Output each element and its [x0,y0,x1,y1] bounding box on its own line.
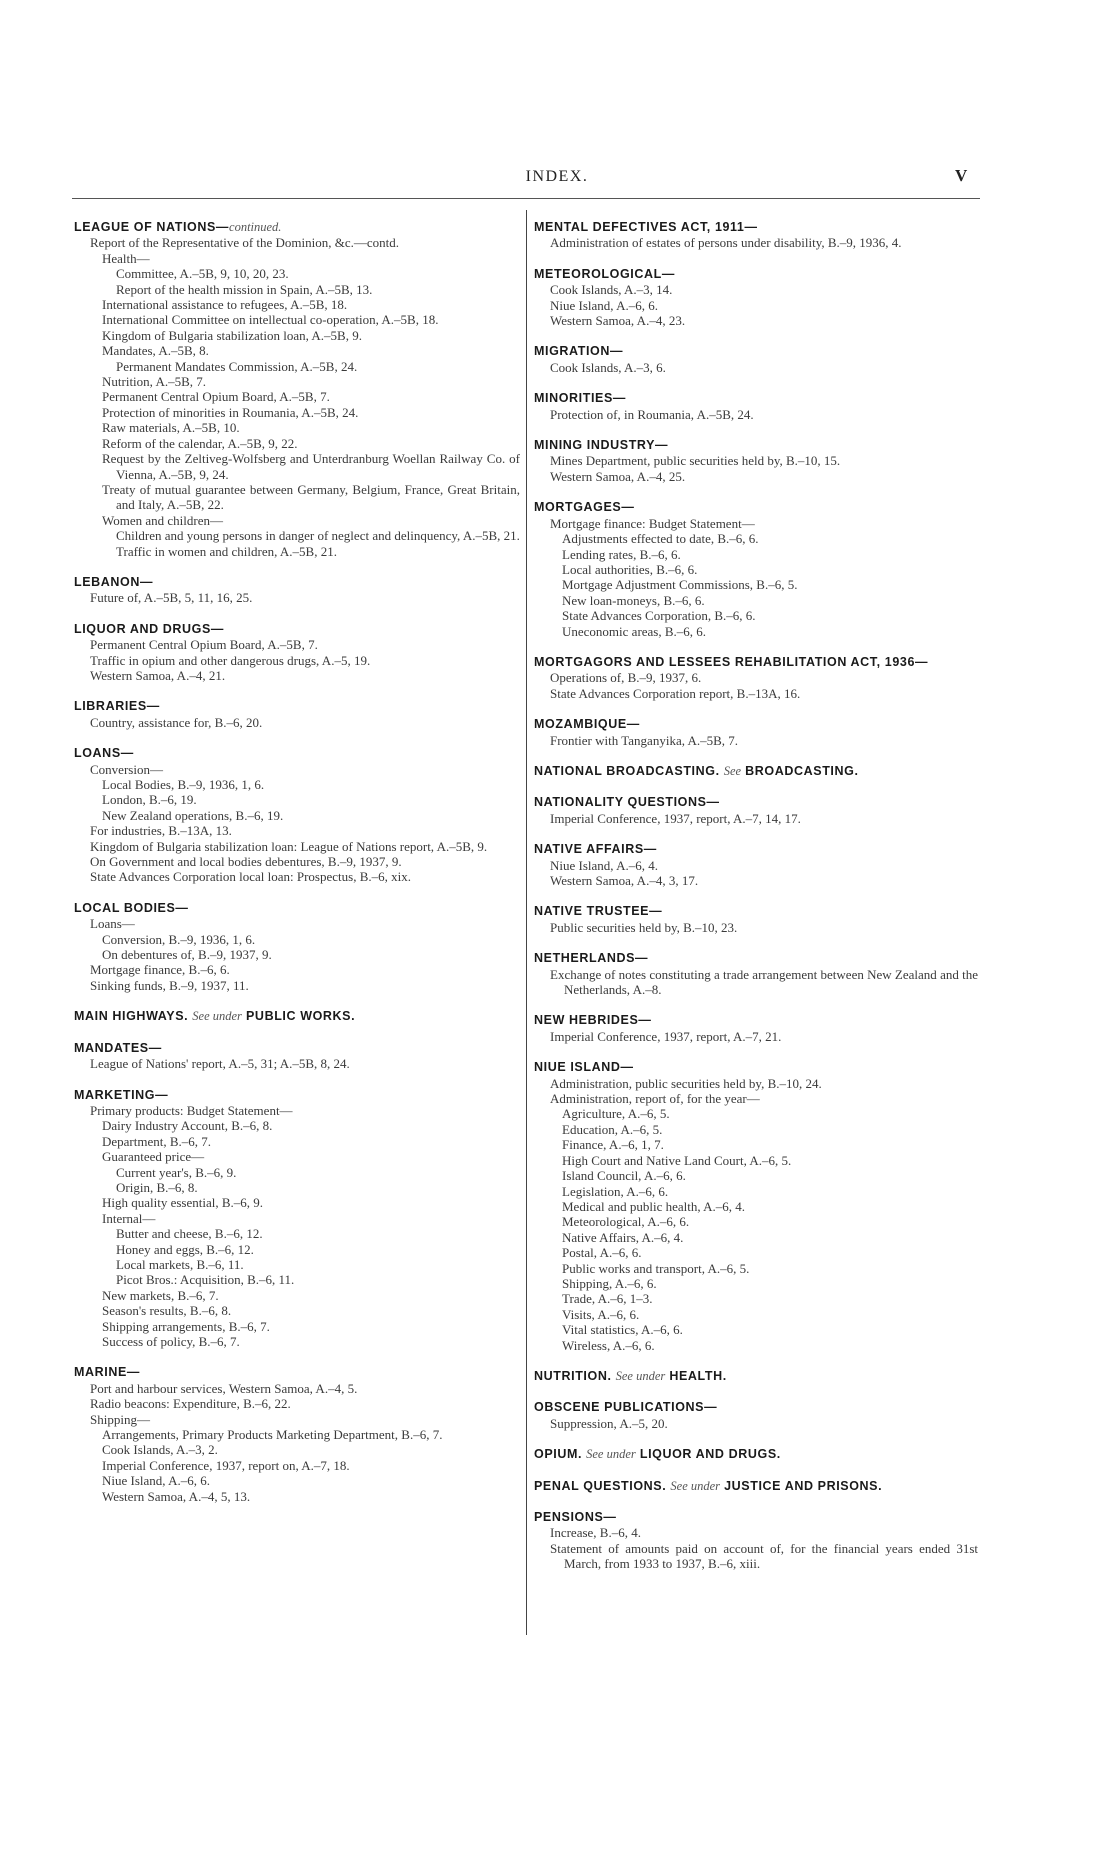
page-header [0,0,1114,200]
index-subentry: Visits, A.–6, 6. [562,1306,640,1322]
index-heading-text: MINING INDUSTRY— [534,438,669,453]
index-subentry: Trade, A.–6, 1–3. [562,1291,653,1307]
index-heading-text: MANDATES— [74,1040,162,1055]
index-heading-text: METEOROLOGICAL— [534,266,675,281]
index-heading-text: MORTGAGES— [534,500,635,515]
index-heading [74,622,520,637]
see-reference-target: JUSTICE AND PRISONS. [724,1478,883,1493]
index-heading [534,655,978,670]
index-heading-text: LEAGUE OF NATIONS— [74,220,230,234]
index-heading [534,391,978,406]
index-heading [534,842,978,857]
see-reference-label: See under [586,1447,636,1462]
index-subentry: Committee, A.–5B, 9, 10, 20, 23. [116,266,289,282]
index-subentry: Guaranteed price— [102,1149,205,1165]
index-subentry: Reform of the calendar, A.–5B, 9, 22. [102,435,298,451]
index-entry [534,904,978,935]
see-reference-label: See [723,763,742,778]
index-subentry: Honey and eggs, B.–6, 12. [116,1241,254,1257]
index-subentry: Finance, A.–6, 1, 7. [562,1137,664,1153]
index-subentry: Meteorological, A.–6, 6. [562,1214,690,1230]
index-heading [534,1013,978,1028]
index-entry [534,951,978,997]
index-subentry: New markets, B.–6, 7. [102,1287,219,1303]
index-entry [74,220,520,559]
index-subentry: Public works and transport, A.–6, 5. [562,1260,750,1276]
index-subentry: Mandates, A.–5B, 8. [102,343,209,359]
index-subentry: High quality essential, B.–6, 9. [102,1195,264,1211]
index-heading [534,344,978,359]
right-column [534,220,978,1588]
index-subentry: Nutrition, A.–5B, 7. [102,374,207,390]
index-entry [74,575,520,606]
continued-label: continued. [229,220,282,234]
index-subentry: Kingdom of Bulgaria stabilization loan, A.–5B, 9. [102,327,362,343]
index-subentry: Future of, A.–5B, 5, 11, 16, 25. [90,590,253,606]
index-entry [534,1400,978,1431]
index-subentry: Uneconomic areas, B.–6, 6. [562,623,707,639]
see-reference-label: See under [670,1478,721,1493]
index-subentry: Permanent Mandates Commission, A.–5B, 24. [116,358,358,374]
index-entry [74,746,520,885]
index-subentry: Sinking funds, B.–9, 1937, 11. [90,977,249,993]
index-subentry: Cook Islands, A.–3, 2. [102,1442,218,1458]
index-entry [534,655,978,701]
index-subentry: Traffic in women and children, A.–5B, 21. [116,543,337,559]
index-subentry: Treaty of mutual guarantee between Germany, Belgium, France, Great Britain, and Italy, A.–5B, 22. [102,481,520,513]
see-reference-label: See under [192,1009,242,1024]
index-subentry: Imperial Conference, 1937, report, A.–7, 14, 17. [550,810,801,826]
see-reference-target: HEALTH. [669,1368,727,1383]
index-subentry: Report of the health mission in Spain, A.–5B, 13. [116,281,373,297]
index-heading-text: LIBRARIES— [74,699,160,714]
index-subentry: Postal, A.–6, 6. [562,1245,642,1261]
index-subentry: Primary products: Budget Statement— [90,1102,293,1118]
index-heading [534,1479,978,1494]
index-subentry: New Zealand operations, B.–6, 19. [102,807,284,823]
index-subentry: Shipping arrangements, B.–6, 7. [102,1318,270,1334]
index-heading-text: OPIUM. [534,1447,583,1462]
index-heading-text: LOANS— [74,746,134,761]
index-subentry: Shipping, A.–6, 6. [562,1275,657,1291]
index-heading [74,901,520,916]
index-heading-text: NIUE ISLAND— [534,1060,634,1075]
index-heading-text: MARINE— [74,1365,141,1380]
index-entry [534,1510,978,1572]
see-reference-target: LIQUOR AND DRUGS. [639,1447,781,1462]
index-subentry: International Committee on intellectual co-operation, A.–5B, 18. [102,312,439,328]
index-heading-text: NEW HEBRIDES— [534,1013,652,1028]
index-subentry: Raw materials, A.–5B, 10. [102,420,240,436]
index-heading [534,904,978,919]
index-entry [534,1369,978,1384]
index-subentry: Administration, public securities held by, B.–10, 24. [550,1075,822,1091]
index-subentry: Western Samoa, A.–4, 5, 13. [102,1488,251,1504]
index-subentry: Mines Department, public securities held by, B.–10, 15. [550,453,841,469]
index-subentry: Country, assistance for, B.–6, 20. [90,714,263,730]
index-subentry: Lending rates, B.–6, 6. [562,546,681,562]
index-entry [534,1479,978,1494]
index-subentry: Wireless, A.–6, 6. [562,1337,655,1353]
index-subentry: Conversion— [90,761,163,777]
index-subentry: Frontier with Tanganyika, A.–5B, 7. [550,732,739,748]
index-heading-text: LIQUOR AND DRUGS— [74,621,225,636]
index-subentry: Current year's, B.–6, 9. [116,1164,237,1180]
index-subentry: High Court and Native Land Court, A.–6, 5. [562,1152,792,1168]
index-subentry: Season's results, B.–6, 8. [102,1303,232,1319]
index-subentry: Permanent Central Opium Board, A.–5B, 7. [102,389,330,405]
index-heading [534,1400,978,1415]
index-entry [534,391,978,422]
index-subentry: On debentures of, B.–9, 1937, 9. [102,947,272,963]
index-subentry: Operations of, B.–9, 1937, 6. [550,670,702,686]
index-subentry: Public securities held by, B.–10, 23. [550,919,738,935]
index-subentry: Western Samoa, A.–4, 23. [550,313,686,329]
index-heading-text: MARKETING— [74,1087,169,1102]
index-subentry: Increase, B.–6, 4. [550,1525,641,1541]
index-heading-text: PENAL QUESTIONS. [534,1478,667,1493]
index-entry [534,1013,978,1044]
index-heading-text: MINORITIES— [534,391,627,406]
index-subentry: Adjustments effected to date, B.–6, 6. [562,531,759,547]
index-subentry: Mortgage finance: Budget Statement— [550,515,755,531]
index-heading-text: NETHERLANDS— [534,951,649,966]
index-subentry: Kingdom of Bulgaria stabilization loan: League of Nations report, A.–5B, 9. [90,838,488,854]
index-heading-text: MIGRATION— [534,344,624,359]
index-subentry: Request by the Zeltiveg-Wolfsberg and Unterdranburg Woellan Railway Co. of Vienna, A.–5B, 9, 24. [102,451,520,482]
index-subentry: Exchange of notes constituting a trade arrangement between New Zealand and the Netherlands, A.–8. [550,966,978,998]
index-subentry: Western Samoa, A.–4, 21. [90,667,226,683]
index-heading-text: MENTAL DEFECTIVES ACT, 1911— [534,220,758,234]
index-entry [74,1009,520,1024]
index-subentry: Local authorities, B.–6, 6. [562,561,698,577]
index-heading [74,699,520,714]
index-heading-text: MOZAMBIQUE— [534,717,640,732]
index-subentry: League of Nations' report, A.–5, 31; A.–5B, 8, 24. [90,1056,350,1072]
index-subentry: Department, B.–6, 7. [102,1133,212,1149]
index-subentry: Conversion, B.–9, 1936, 1, 6. [102,931,256,947]
index-entry [74,699,520,730]
see-reference-target: PUBLIC WORKS. [246,1009,356,1024]
index-subentry: Mortgage Adjustment Commissions, B.–6, 5. [562,577,798,593]
index-subentry: Traffic in opium and other dangerous drugs, A.–5, 19. [90,652,371,668]
index-subentry: Radio beacons: Expenditure, B.–6, 22. [90,1396,291,1412]
index-entry [534,1447,978,1462]
see-reference-label: See under [615,1368,666,1383]
index-subentry: Island Council, A.–6, 6. [562,1168,686,1184]
index-subentry: Local markets, B.–6, 11. [116,1256,244,1272]
see-reference-target: BROADCASTING. [745,763,859,778]
index-heading-text: MORTGAGORS AND LESSEES REHABILITATION ACT, 1936— [534,654,929,669]
index-subentry: Port and harbour services, Western Samoa, A.–4, 5. [90,1380,358,1396]
index-subentry: Cook Islands, A.–3, 6. [550,359,666,375]
index-subentry: Success of policy, B.–6, 7. [102,1334,240,1349]
index-heading [534,438,978,453]
index-heading [534,1369,978,1384]
index-entry [534,717,978,748]
index-heading [74,746,520,761]
index-heading [534,500,978,515]
index-subentry: Protection of, in Roumania, A.–5B, 24. [550,406,754,422]
index-subentry: Internal— [102,1210,156,1226]
index-subentry: Origin, B.–6, 8. [116,1179,198,1195]
index-subentry: Permanent Central Opium Board, A.–5B, 7. [90,637,318,653]
index-heading [534,1510,978,1525]
index-entry [534,344,978,375]
index-subentry: For industries, B.–13A, 13. [90,823,232,839]
index-heading [534,951,978,966]
index-subentry: Dairy Industry Account, B.–6, 8. [102,1118,273,1134]
index-heading-text: LEBANON— [74,574,154,589]
index-heading [534,717,978,732]
index-subentry: London, B.–6, 19. [102,792,197,808]
index-subentry: Report of the Representative of the Dominion, &c.—contd. [90,235,400,251]
index-subentry: Niue Island, A.–6, 6. [550,297,658,313]
index-heading [74,1365,520,1380]
index-entry [74,1365,520,1504]
column-divider [526,210,527,1635]
index-subentry: State Advances Corporation local loan: Prospectus, B.–6, xix. [90,869,411,885]
index-entry [534,764,978,779]
index-heading [534,1447,978,1462]
index-heading [74,1088,520,1103]
index-heading [74,1009,520,1024]
index-subentry: Imperial Conference, 1937, report, A.–7, 21. [550,1028,782,1044]
index-subentry: Local Bodies, B.–9, 1936, 1, 6. [102,777,265,792]
index-subentry: Education, A.–6, 5. [562,1121,663,1137]
index-subentry: Protection of minorities in Roumania, A.–5B, 24. [102,404,359,420]
index-subentry: New loan-moneys, B.–6, 6. [562,592,705,608]
index-subentry: State Advances Corporation, B.–6, 6. [562,608,756,624]
index-entry [534,500,978,639]
index-subentry: Butter and cheese, B.–6, 12. [116,1226,263,1242]
index-entry [534,220,978,251]
index-heading-text: LOCAL BODIES— [74,900,189,915]
index-entry [74,1088,520,1350]
index-subentry: Agriculture, A.–6, 5. [562,1106,670,1122]
index-subentry: Statement of amounts paid on account of, for the financial years ended 31st March, from 1933 to 1937, B.–6, xiii. [550,1540,978,1572]
index-entry [534,795,978,826]
index-subentry: Children and young persons in danger of neglect and delinquency, A.–5B, 21. [116,528,520,544]
index-subentry: State Advances Corporation report, B.–13A, 16. [550,685,801,701]
index-subentry: Suppression, A.–5, 20. [550,1415,668,1431]
index-heading [74,575,520,590]
index-heading [534,1060,978,1075]
index-entry [74,901,520,993]
index-subentry: Health— [102,250,150,266]
index-heading-text: PENSIONS— [534,1510,617,1524]
index-heading-text: OBSCENE PUBLICATIONS— [534,1400,718,1415]
index-entry [534,842,978,888]
index-heading [534,795,978,810]
index-subentry: Imperial Conference, 1937, report on, A.–7, 18. [102,1457,350,1473]
index-subentry: On Government and local bodies debentures, B.–9, 1937, 9. [90,854,402,870]
index-heading [534,764,978,779]
index-subentry: Cook Islands, A.–3, 14. [550,282,673,298]
index-subentry: Native Affairs, A.–6, 4. [562,1229,684,1245]
page-title: INDEX. [525,168,589,185]
index-subentry: Legislation, A.–6, 6. [562,1183,669,1199]
page-number: V [955,166,968,185]
index-entry [74,1041,520,1072]
index-subentry: Niue Island, A.–6, 4. [550,857,658,873]
index-subentry: Western Samoa, A.–4, 25. [550,468,686,484]
index-subentry: Shipping— [90,1411,150,1427]
index-heading-text: NATIONAL BROADCASTING. [534,763,720,778]
index-subentry: Loans— [90,916,135,932]
index-heading-text: NATIONALITY QUESTIONS— [534,795,720,810]
index-entry [534,438,978,484]
index-subentry: Administration, report of, for the year— [550,1091,760,1107]
index-heading-text: NATIVE TRUSTEE— [534,904,663,919]
left-column [74,220,520,1520]
index-subentry: Administration of estates of persons under disability, B.–9, 1936, 4. [550,235,902,251]
index-heading-text: MAIN HIGHWAYS. [74,1009,189,1024]
index-subentry: Mortgage finance, B.–6, 6. [90,962,230,978]
index-subentry: Arrangements, Primary Products Marketing Department, B.–6, 7. [102,1427,443,1443]
header-rule [72,198,980,199]
index-subentry: International assistance to refugees, A.–5B, 18. [102,297,348,313]
index-heading-text: NATIVE AFFAIRS— [534,842,657,857]
index-heading [74,220,520,235]
index-subentry: Picot Bros.: Acquisition, B.–6, 11. [116,1272,295,1288]
index-heading [534,220,978,235]
index-subentry: Vital statistics, A.–6, 6. [562,1322,683,1338]
index-heading [74,1041,520,1056]
index-heading-text: NUTRITION. [534,1368,612,1383]
index-subentry: Medical and public health, A.–6, 4. [562,1198,746,1214]
index-heading [534,267,978,282]
index-subentry: Women and children— [102,512,223,528]
index-entry [534,267,978,329]
index-entry [534,1060,978,1353]
index-subentry: Niue Island, A.–6, 6. [102,1473,210,1489]
index-entry [74,622,520,684]
index-subentry: Western Samoa, A.–4, 3, 17. [550,873,699,888]
